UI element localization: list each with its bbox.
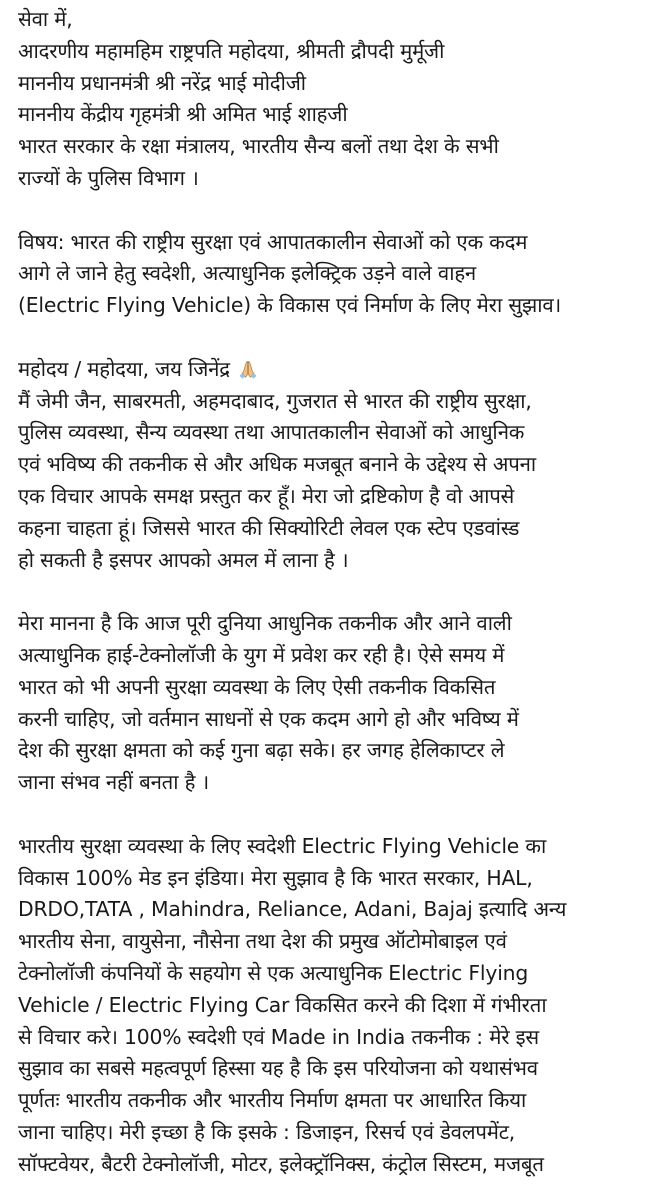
address-line: सेवा में, <box>18 7 73 31</box>
paragraph-line: भारतीय सेना, वायुसेना, नौसेना तथा देश की प्रमुख ऑटोमोबाइल एवं <box>18 929 507 954</box>
paragraph-line: Vehicle / Electric Flying Car विकसित करने की दिशा में गंभीरता <box>18 992 547 1017</box>
folded-hands-icon <box>238 359 258 379</box>
paragraph-line: जाना चाहिए। मेरी इच्छा है कि इसके : डिजाइन, रिसर्च एवं डेवलपमेंट, <box>18 1119 516 1144</box>
letter-document <box>18 4 648 1180</box>
paragraph-gap <box>18 799 648 831</box>
paragraph-line: सुझाव का सबसे महत्वपूर्ण हिस्सा यह है कि इस परियोजना को यथासंभव <box>18 1056 538 1081</box>
paragraph-line: टेक्नोलॉजी कंपनियों के सहयोग से एक अत्याधुनिक Electric Flying <box>18 960 529 985</box>
address-block <box>18 4 648 195</box>
subject-line: (Electric Flying Vehicle) के विकास एवं निर्माण के लिए मेरा सुझाव। <box>18 293 561 318</box>
paragraph-line: मेरा मानना है कि आज पूरी दुनिया आधुनिक तकनीक और आने वाली <box>18 611 512 636</box>
paragraph-line: हो सकती है इसपर आपको अमल में लाना है । <box>18 547 349 572</box>
paragraph-line: अत्याधुनिक हाई-टेक्नोलॉजी के युग में प्रवेश कर रही है। ऐसे समय में <box>18 642 505 667</box>
address-line: आदरणीय महामहिम राष्ट्रपति महोदया, श्रीमती द्रौपदी मुर्मूजी <box>18 38 445 63</box>
address-line: माननीय प्रधानमंत्री श्री नरेंद्र भाई मोदीजी <box>18 70 306 95</box>
paragraph-belief <box>18 608 648 799</box>
paragraph-line: भारत को भी अपनी सुरक्षा व्यवस्था के लिए ऐसी तकनीक विकसित <box>18 674 496 699</box>
paragraph-proposal <box>18 831 648 1181</box>
salutation-text: महोदय / महोदया, जय जिनेंद्र <box>18 356 230 381</box>
paragraph-line: मैं जेमी जैन, साबरमती, अहमदाबाद, गुजरात से भारत की राष्ट्रीय सुरक्षा, <box>18 388 532 413</box>
paragraph-gap <box>18 195 648 227</box>
subject-line: आगे ले जाने हेतु स्वदेशी, अत्याधुनिक इलेक्ट्रिक उड़ने वाले वाहन <box>18 261 477 286</box>
paragraph-gap <box>18 322 648 354</box>
paragraph-line: एवं भविष्य की तकनीक से और अधिक मजबूत बनाने के उद्देश्य से अपना <box>18 452 537 477</box>
paragraph-line: DRDO,TATA , Mahindra, Reliance, Adani, Bajaj इत्यादि अन्य <box>18 897 567 922</box>
paragraph-line: जाना संभव नहीं बनता है । <box>18 770 210 795</box>
paragraph-gap <box>18 576 648 608</box>
paragraph-intro <box>18 386 648 577</box>
paragraph-line: कहना चाहता हूं। जिससे भारत की सिक्योरिटी लेवल एक स्टेप एडवांस्ड <box>18 515 520 540</box>
subject-block <box>18 227 648 322</box>
subject-line: विषय: भारत की राष्ट्रीय सुरक्षा एवं आपातकालीन सेवाओं को एक कदम <box>18 229 528 254</box>
paragraph-line: विकास 100% मेड इन इंडिया। मेरा सुझाव है कि भारत सरकार, HAL, <box>18 865 533 890</box>
paragraph-line: सॉफ्टवेयर, बैटरी टेक्नोलॉजी, मोटर, इलेक्ट्रॉनिक्स, कंट्रोल सिस्टम, मजबूत <box>18 1151 544 1176</box>
address-line: राज्यों के पुलिस विभाग । <box>18 165 199 190</box>
paragraph-line: देश की सुरक्षा क्षमता को कई गुना बढ़ा सके। हर जगह हेलिकाप्टर ले <box>18 738 505 763</box>
paragraph-line: भारतीय सुरक्षा व्यवस्था के लिए स्वदेशी Electric Flying Vehicle का <box>18 833 547 858</box>
address-line: माननीय केंद्रीय गृहमंत्री श्री अमित भाई शाहजी <box>18 102 348 127</box>
paragraph-line: पुलिस व्यवस्था, सैन्य व्यवस्था तथा आपातकालीन सेवाओं को आधुनिक <box>18 420 525 445</box>
paragraph-line: करनी चाहिए, जो वर्तमान साधनों से एक कदम आगे हो और भविष्य में <box>18 706 519 731</box>
paragraph-line: एक विचार आपके समक्ष प्रस्तुत कर हूँ। मेरा जो द्रष्टिकोण है वो आपसे <box>18 483 515 508</box>
address-line: भारत सरकार के रक्षा मंत्रालय, भारतीय सैन्य बलों तथा देश के सभी <box>18 134 499 159</box>
salutation-line <box>18 354 648 386</box>
paragraph-line: से विचार करे। 100% स्वदेशी एवं Made in India तकनीक : मेरे इस <box>18 1024 539 1049</box>
paragraph-line: पूर्णतः भारतीय तकनीक और भारतीय निर्माण क्षमता पर आधारित किया <box>18 1088 527 1113</box>
